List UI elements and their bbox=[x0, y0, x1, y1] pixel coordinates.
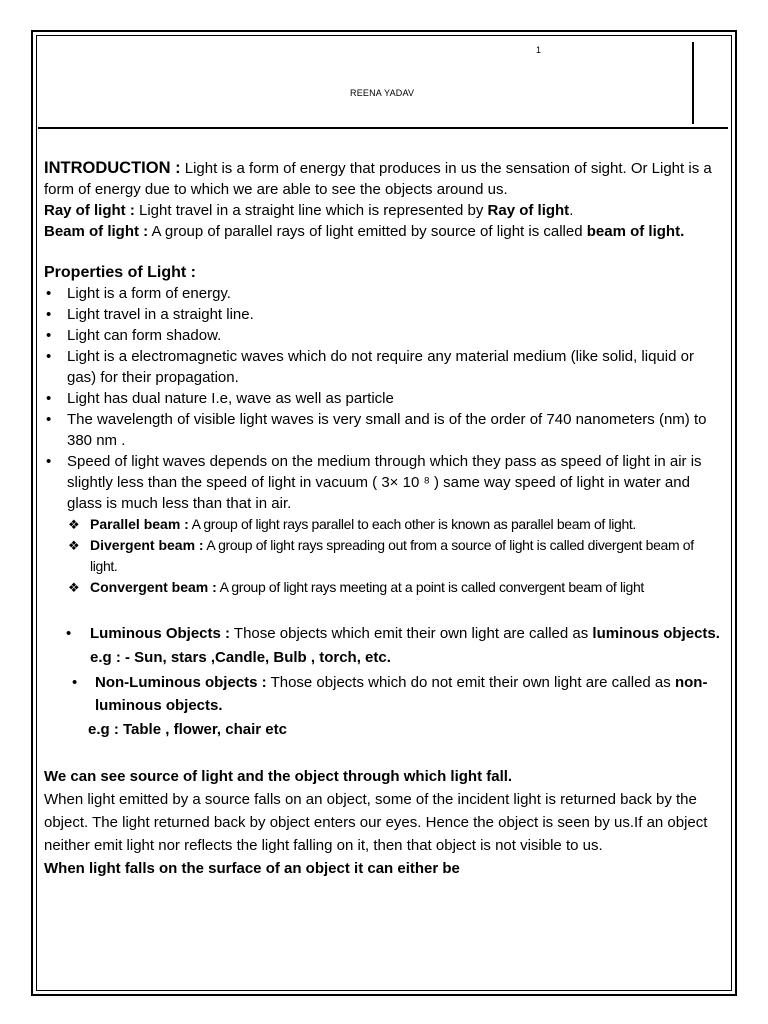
beam-type-term: Divergent beam : bbox=[90, 537, 204, 553]
list-item: • Light can form shadow. bbox=[44, 325, 724, 346]
beam-type-text: A group of light rays spreading out from a source of light is called divergent beam of light. bbox=[90, 537, 694, 574]
beam-type-text: A group of light rays parallel to each other is known as parallel beam of light. bbox=[188, 516, 636, 532]
non-luminous-objects bbox=[44, 671, 724, 717]
beam-type-term: Parallel beam : bbox=[90, 516, 189, 532]
ray-term: Ray of light : bbox=[44, 202, 135, 219]
closing-paragraph: When light emitted by a source falls on an object, some of the incident light is returned back by the object. The light returned back by object enters our eyes. Hence the object is seen by us.If an object neither emit light nor reflects the light falling on it, then that object is not visible to us. bbox=[44, 791, 708, 854]
beam-type-term: Convergent beam : bbox=[90, 579, 217, 595]
document-body bbox=[44, 158, 724, 880]
luminous-end: luminous objects. bbox=[592, 625, 720, 642]
list-item: • The wavelength of visible light waves is very small and is of the order of 740 nanometers (nm) to 380 nm . bbox=[44, 409, 724, 451]
list-item bbox=[68, 514, 724, 535]
beam-term: Beam of light : bbox=[44, 223, 149, 240]
luminous-example: e.g : - Sun, stars ,Candle, Bulb , torch, etc. bbox=[90, 649, 391, 666]
closing-heading: We can see source of light and the object through which light fall. bbox=[44, 768, 513, 785]
non-luminous-text: Those objects which do not emit their own light are called as bbox=[266, 674, 675, 691]
header-vertical-rule bbox=[692, 42, 694, 124]
beam-text: A group of parallel rays of light emitted by source of light is called bbox=[148, 223, 587, 240]
list-item: • Light has dual nature I.e, wave as well as particle bbox=[44, 388, 724, 409]
intro-heading: INTRODUCTION : bbox=[44, 159, 181, 177]
diamond-bullet-icon: ❖ bbox=[68, 517, 80, 532]
diamond-bullet-icon: ❖ bbox=[68, 538, 80, 553]
non-luminous-end: non-luminous objects. bbox=[95, 674, 708, 714]
list-item: • Light is a electromagnetic waves which do not require any material medium (like solid, liquid or gas) for their propagation. bbox=[44, 346, 724, 388]
luminous-term: Luminous Objects : bbox=[90, 625, 231, 642]
page-number: 1 bbox=[536, 45, 542, 55]
bullet-icon: • bbox=[66, 625, 72, 642]
diamond-bullet-icon: ❖ bbox=[68, 580, 80, 595]
intro-paragraph bbox=[44, 158, 724, 200]
non-luminous-term: Non-Luminous objects : bbox=[95, 674, 267, 691]
ray-definition bbox=[44, 200, 724, 221]
author-name: REENA YADAV bbox=[350, 88, 415, 98]
non-luminous-example: e.g : Table , flower, chair etc bbox=[88, 721, 287, 738]
intro-text: Light is a form of energy that produces in us the sensation of sight. Or Light is a form of energy due to which we are able to see the objects around us. bbox=[44, 160, 712, 198]
beam-type-text: A group of light rays meeting at a point is called convergent beam of light bbox=[216, 579, 644, 595]
ray-text: Light travel in a straight line which is represented by bbox=[134, 202, 488, 219]
list-item: • Light travel in a straight line. bbox=[44, 304, 724, 325]
properties-list bbox=[44, 283, 724, 514]
list-item bbox=[68, 535, 724, 577]
luminous-text: Those objects which emit their own light are called as bbox=[230, 625, 593, 642]
closing-final-line: When light falls on the surface of an object it can either be bbox=[44, 860, 460, 877]
luminous-objects bbox=[44, 622, 724, 645]
header-horizontal-rule bbox=[38, 127, 728, 129]
beam-definition bbox=[44, 221, 724, 242]
beam-types-list bbox=[44, 514, 724, 598]
properties-heading: Properties of Light : bbox=[44, 264, 196, 281]
list-item: • Speed of light waves depends on the medium through which they pass as speed of light in air is slightly less than the speed of light in vacuum ( 3× 10 ⁸ ) same way speed of light in water and glass is much less than that in air. bbox=[44, 451, 724, 514]
list-item bbox=[68, 577, 724, 598]
beam-end: beam of light. bbox=[586, 223, 685, 240]
ray-end: Ray of light bbox=[487, 202, 570, 219]
bullet-icon: • bbox=[72, 674, 78, 691]
list-item: • Light is a form of energy. bbox=[44, 283, 724, 304]
ray-period: . bbox=[569, 202, 574, 219]
